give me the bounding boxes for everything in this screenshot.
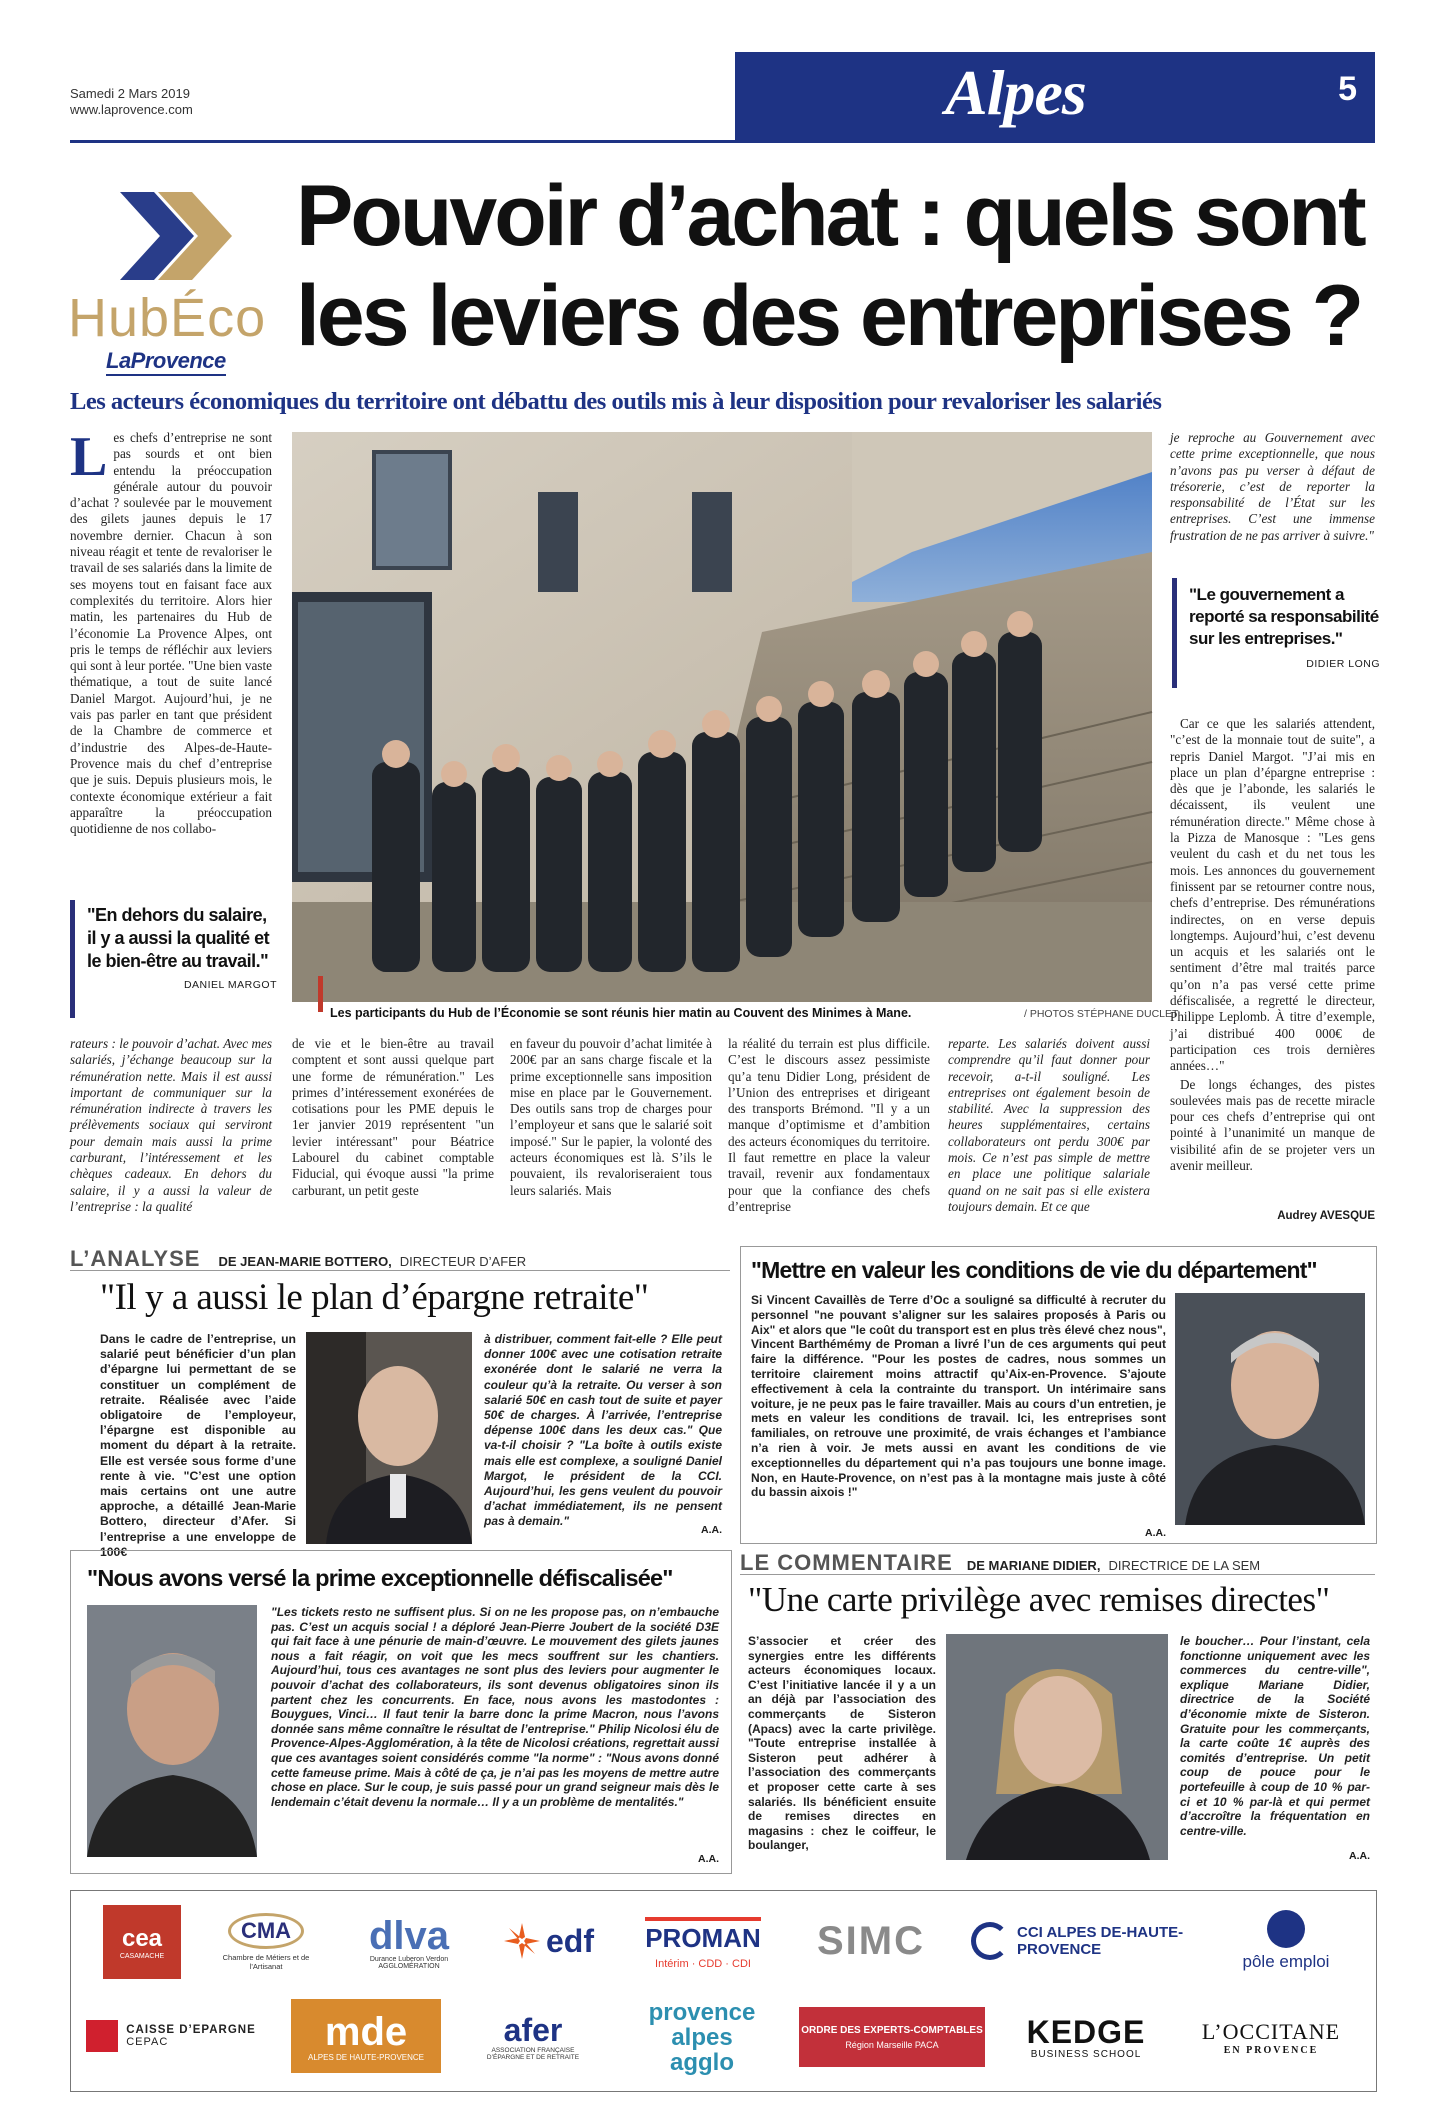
right-column-p2: De longs échanges, des pistes soulevées mais pas de recette miracle pour ces chefs d’entreprise qui ont pointé à l’unanimité un manque de visibilité afin de se projeter vers un avenir meilleur. [1170,1076,1375,1174]
sponsor-cma [201,1897,331,1987]
pull-quote-long [1172,578,1380,688]
sponsor-occitane-sub: EN PROVENCE [1223,2044,1319,2056]
sponsor-proman-name: PROMAN [645,1917,761,1954]
commentaire-title: "Une carte privilège avec remises directes" [748,1580,1330,1619]
pull-quote-long-author: DIDIER LONG [1306,658,1380,670]
analyse-role: DIRECTEUR D’AFER [399,1254,527,1269]
right-column-top: je reproche au Gouvernement avec cette prime exceptionnelle, que nous n’avons pas pu verser à défaut de trésorerie, c’est de reporter la responsabilité de l’État sur les entreprises. C’est une immense frustration de ne pas arriver à suivre." [1170,430,1375,543]
conditions-title: "Mettre en valeur les conditions de vie du département" [751,1257,1317,1283]
commentaire-col-1: S’associer et créer des synergies entre les différents acteurs économiques locaux. C’est l’initiative lancée il y a un an déjà par l’association des commerçants de Sisteron (Apacs) avec la carte privilège. "Toute entreprise installée à Sisteron peut adhérer à l’association des commerçants et proposer cette carte à ses salariés. Ils bénéficient ensuite de remises directes en magasins : chez le coiffeur, le boulanger, [748,1634,936,1853]
analyse-byline: DE JEAN-MARIE BOTTERO, [218,1254,392,1269]
sponsor-caisse-epargne-sub: CEPAC [126,2036,169,2048]
sponsor-experts-comptables-sub: Région Marseille PACA [845,2039,939,2050]
lead-text: es chefs d’entreprise ne sont pas sourds et ont bien entendu la préoccupation générale autour du pouvoir d’achat ? soulevée par le mouvement des gilets jaunes depuis le 17 novembre dernier. Chacun à son niveau réagit et tente de revaloriser le travail de ses salariés dans la limite de ses moyens tout en faisant face aux complexités du territoire. Alors hier matin, les partenaires du Hub de l’économie La Provence Alpes, ont pris le temps de réfléchir aux leviers qui sont à leur portée. "Une bien vaste thématique, a tout de suite lancé Daniel Margot. Aujourd’hui, je ne vais pas parler en tant que président de la Chambre de commerce et d’industrie des Alpes-de-Haute-Provence mais du chef d’entreprise que je suis. Depuis plusieurs mois, le contexte économique extérieur a fait apparaître la préoccupation quotidienne de nos collabo- [70,430,272,837]
bottom-col-2: de vie et le bien-être au travail comptent et sont aussi quelque part une forme de rémunération." Les primes d’intéressement exonérées de cotisations pour les PME depuis le 1er janvier 2019 représentent "un levier intéressant" pour Béatrice Labourel du cabinet comptable Fiducial, qui évoque aussi "la prime carburant, un petit geste [292,1036,494,1198]
sponsor-cea-sub: CASAMACHE [119,1952,165,1960]
conditions-portrait-image [1175,1293,1365,1525]
analyse-col-2: à distribuer, comment fait-elle ? Elle peut donner 100€ avec une cotisation retraite exonérée dont le salarié ne verra la couleur qu’à la retraite. Ou verser à son salarié 50€ en cash tout de suite et payer 50€ de charges. À l’arrivée, l’entreprise dépense 100€ dans les deux cas." Que va-t-il choisir ? "La boîte à outils existe mais elle est complexe, a souligné Daniel Margot, le président de la CCI. Aujourd’hui, les gens veulent du pouvoir d’achat immédiatement, ils ne pensent pas à demain." [484,1332,722,1529]
prime-signature: A.A. [698,1853,719,1865]
sponsor-caisse-epargne-name: CAISSE D’EPARGNE [126,2024,256,2036]
prime-title: "Nous avons versé la prime exceptionnelle défiscalisée" [87,1565,673,1591]
group-photo-image [292,432,1152,1002]
conditions-photo [1175,1293,1365,1525]
commentaire-header [740,1550,1375,1575]
headline-line-1: Pouvoir d’achat : quels sont [296,168,1364,264]
commentaire-signature: A.A. [1349,1850,1370,1862]
sponsor-kedge [1011,2001,1161,2073]
sponsor-kedge-sub: BUSINESS SCHOOL [1030,2048,1142,2060]
edf-burst-icon [502,1921,542,1961]
dropcap: L [70,426,108,488]
pull-quote-margot [70,900,277,1018]
sponsor-edf-name: edf [546,1922,594,1959]
sponsor-occitane [1181,2001,1361,2073]
right-column-p1: Car ce que les salariés attendent, "c’est de la monnaie tout de suite", a repris Daniel Margot. "J’ai mis en place un plan d’épargne entreprise : dès que je l’abonde, les salariés le décaissent, ils veulent une rémunération directe." Même chose à la Pizza de Manosque : "Les gens veulent du cash et du net tous les mois. Les annonces du gouvernement finissent par se retourner contre nous, chefs d’entreprise. Des rémunérations indirectes, on en verse depuis longtemps. Aujourd’hui, c’est devenu un acquis et les salariés ont le sentiment d’être mal traités parce qu’on n’a pas versé cette prime défiscalisée, a regretté le directeur, Philippe Leplomb. À titre d’exemple, j’ai distribué 400 000€ de participation ces trois dernières années…" [1170,716,1375,1074]
sponsor-simc-name: SIMC [817,1918,925,1963]
pole-emploi-icon [1267,1910,1305,1948]
brand-name: HubÉco [68,288,267,348]
conditions-text: Si Vincent Cavaillès de Terre d’Oc a souligné sa difficulté à recruter du personnel "ne pouvant s’aligner sur les salaires proposés à Paris ou Aix" et alors que "le coût du transport est en plus très élevé chez nous", Vincent Barthémémy de Proman a livré l’un de ces arguments qui peut faire la différence. "Pour les postes de cadres, nous sommes un territoire clairement moins attractif qu’Aix-en-Provence. S’ajoute effectivement à cela la contrainte du transport. Un intérimaire sans voiture, je ne peux pas le faire travailler. Mais au cours d’un entretien, je mets en valeur les conditions de travail. Ici, les entreprises sont familiales, on retrouve une proximité, de vrais échanges et l’ambiance n’a rien à voir. Je mets aussi en avant les conditions de vie exceptionnelles du département qui n’a pas toujours une bonne image. Non, en Haute-Provence, on n’est pas à la montagne mais juste à côté du bassin aixois !" [751,1293,1166,1500]
sponsor-mde [291,1999,441,2073]
sponsor-kedge-name: KEDGE [1026,2013,1146,2050]
pull-quote-author: DANIEL MARGOT [183,979,277,991]
commentaire-byline: DE MARIANE DIDIER, [966,1558,1101,1573]
analyse-title: "Il y a aussi le plan d’épargne retraite" [100,1277,649,1318]
sponsor-cea [103,1905,181,1979]
sponsor-cci-name: CCI ALPES DE-HAUTE-PROVENCE [1017,1924,1184,1958]
prime-text: "Les tickets resto ne suffisent plus. Si on ne les propose pas, on n’embauche pas. C’est un acquis social ! a déploré Jean-Pierre Joubert de la société D3E qui fait face à une pénurie de main-d’œuvre. Le mouvement des gilets jaunes nous a fait réagir, on voit que les mecs souffrent sur les chantiers. Aujourd’hui, tous ces avantages ne sont plus des leviers pour augmenter le pouvoir d’achat des collaborateurs, ils sont devenus obligatoires sinon ils partent chez les concurrents. En face, nous avons les mastodontes : Bouygues, Vinci… Il faut tenir la barre donc la prime Macron, nous l’avons donnée sans même connaître le résultat de l’entreprise." Philip Nicolosi élu de Provence-Alpes-Agglomération, à la tête de Nicolosi créations, regrettait aussi que ces avantages soient considérés comme "la norme" : "Nous avons donné cette fameuse prime. Mais à côté de ça, je n’ai pas les moyens de mettre autre chose en place. Sur le coup, je suis passé pour un grand seigneur mais dès le lendemain c’était devenu la normale… Il y a un problème de mentalités." [271,1605,719,1809]
lead-column [70,426,272,882]
sponsor-experts-comptables-name: ORDRE DES EXPERTS-COMPTABLES [801,2024,983,2036]
sponsor-cci [971,1911,1201,1971]
caisse-epargne-icon [86,2020,118,2052]
pull-quote-long-text: "Le gouvernement a reporté sa responsabilité sur les entreprises." [1189,585,1379,648]
sponsor-edf [483,1911,613,1971]
prime-portrait-image [87,1605,257,1857]
analyse-signature: A.A. [701,1524,722,1536]
section-name: Alpes [945,57,1086,128]
sponsor-mde-name: mde [324,2009,408,2054]
header-date: Samedi 2 Mars 2019 [70,86,190,101]
bottom-col-4: la réalité du terrain est plus difficile. C’est le discours assez pessimiste qu’a tenu Didier Long, président de l’Union des entreprises et dirigeant des transports Brémond. "Il y a un manque d’optimisme et d’ambition des acteurs économiques du territoire. Il faut remettre en place la valeur travail, revenir aux fondamentaux pour que la confiance des chefs d’entreprise [728,1036,930,1214]
sponsor-occitane-name: L’OCCITANE [1201,2018,1341,2044]
sponsor-caisse-epargne [71,1999,271,2073]
sponsor-proman [633,1901,773,1985]
group-photo [292,432,1152,1002]
article-signature: Audrey AVESQUE [1277,1210,1375,1222]
bottom-col-3: en faveur du pouvoir d’achat limitée à 200€ par an sans charge fiscale et la prime exceptionnelle sans imposition mise en place par le Gouvernement. Des outils sans trop de charges pour l’employeur et sans que le salarié soit imposé." Sur le papier, la volonté des acteurs économiques est là. S’ils le pouvaient, ils revaloriseraient tous leurs salariés. Mais [510,1036,712,1198]
right-column-bottom [1170,716,1375,1174]
photo-credit: / PHOTOS STÉPHANE DUCLET [1024,1008,1179,1020]
caisse-epargne-text [126,2024,256,2048]
conditions-box [740,1246,1377,1544]
header-rule [70,140,1375,143]
header-website: www.laprovence.com [70,102,193,117]
sponsor-simc [801,1911,941,1971]
sponsor-dlva-name: dlva [368,1914,450,1958]
sponsor-experts-comptables [799,2007,985,2067]
sponsor-afer-name: afer [503,2012,563,2048]
didier-portrait-image [946,1634,1168,1860]
section-banner [735,52,1375,142]
sponsor-dlva-sub: Durance Luberon Verdon AGGLOMÉRATION [369,1956,449,1970]
commentaire-kicker: LE COMMENTAIRE [740,1550,953,1575]
sponsor-proman-sub: Intérim · CDD · CDI [655,1957,751,1970]
sponsor-afer [463,2001,603,2073]
photo-caption: Les participants du Hub de l’Économie se sont réunis hier matin au Couvent des Minimes à Mane. [330,1006,912,1020]
sponsor-provence-alpes [627,1998,777,2076]
prime-box [70,1550,732,1874]
bottom-col-5: reparte. Les salariés doivent aussi comprendre qu’il faut donner pour recevoir, a-t-il souligné. Les entreprises ont également besoin de stabilité. Avec la suppression des heures supplémentaires, certains collaborateurs ont perdu 300€ par mois. Ce n’est pas simple de mettre en place une politique salariale quand on ne sait pas si elle existera toujours demain. Et ce que [948,1036,1150,1214]
sponsor-cea-name: cea [121,1924,163,1952]
analyse-col-1: Dans le cadre de l’entreprise, un salarié peut bénéficier d’un plan d’épargne lui permettant de se constituer un complément de retraite. Réalisée avec l’aide obligatoire de l’employeur, l’épargne est disponible au moment du départ à la retraite. Elle est versée sous forme d’une rente à vie. "C’est une option mais certains ont une autre approche, a détaillé Jean-Marie Bottero, directeur d’Afer. Si l’entreprise a une enveloppe de 100€ [100,1332,296,1559]
subhead: Les acteurs économiques du territoire ont débattu des outils mis à leur disposition pour revaloriser les salariés [70,388,1162,415]
sponsor-cma-sub: Chambre de Métiers et de l’Artisanat [222,1953,310,1971]
commentaire-col-2: le boucher… Pour l’instant, cela fonctionne uniquement avec les commerces du centre-ville", explique Mariane Didier, directrice de la Société d’économie mixte de Sisteron. Gratuite pour les commerçants, la carte coûte 1€ auprès des comités d’entreprise. Un petit coup de pouce pour le portefeuille à coup de 10 % par-ci et 10 % par-là et qui permet d’accroître la fréquentation en centre-ville. [1180,1634,1370,1838]
analyse-box [70,1246,730,1559]
sponsor-cma-name: CMA [228,1913,304,1949]
sponsor-strip [70,1890,1377,2092]
sponsor-pole-emploi [1221,1899,1351,1983]
commentaire-role: DIRECTRICE DE LA SEM [1108,1558,1261,1573]
page-number: 5 [1338,70,1357,108]
pull-quote-text: "En dehors du salaire, il y a aussi la qualité et le bien-être au travail." [87,905,270,971]
hubeco-logo [66,178,278,378]
brand-sub: LaProvence [106,348,226,376]
sponsor-dlva [349,1905,469,1981]
hubeco-emblem-icon [66,178,278,296]
conditions-signature: A.A. [1145,1527,1166,1539]
bottero-portrait-image [306,1332,472,1544]
sponsor-afer-sub: ASSOCIATION FRANÇAISE D’ÉPARGNE ET DE RETRAITE [486,2047,580,2061]
commentaire-box [740,1550,1375,1872]
sponsor-pole-emploi-name: pôle emploi [1242,1952,1330,1971]
sponsor-provence-alpes-name: provence alpes agglo [648,1998,756,2076]
analyse-kicker: L’ANALYSE [70,1246,201,1271]
prime-photo [87,1605,257,1857]
analyse-header [70,1246,730,1271]
bottom-col-1: rateurs : le pouvoir d’achat. Avec mes salariés, j’échange beaucoup sur la rémunération nette. Mais il est aussi important de communiquer sur la rémunération indirecte à travers les prélèvements sociaux qui serviront pour demain mais aussi la prime carburant, l’intéressement et les chèques cadeaux. En dehors du salaire, il y a aussi la valeur de l’entreprise : la qualité [70,1036,272,1214]
caption-bar [318,976,323,1012]
didier-photo [946,1634,1168,1860]
headline-line-2: les leviers des entreprises ? [296,268,1362,364]
sponsor-mde-sub: ALPES DE HAUTE-PROVENCE [307,2052,425,2062]
cci-circle-icon [971,1922,1009,1960]
bottero-photo [306,1332,472,1544]
